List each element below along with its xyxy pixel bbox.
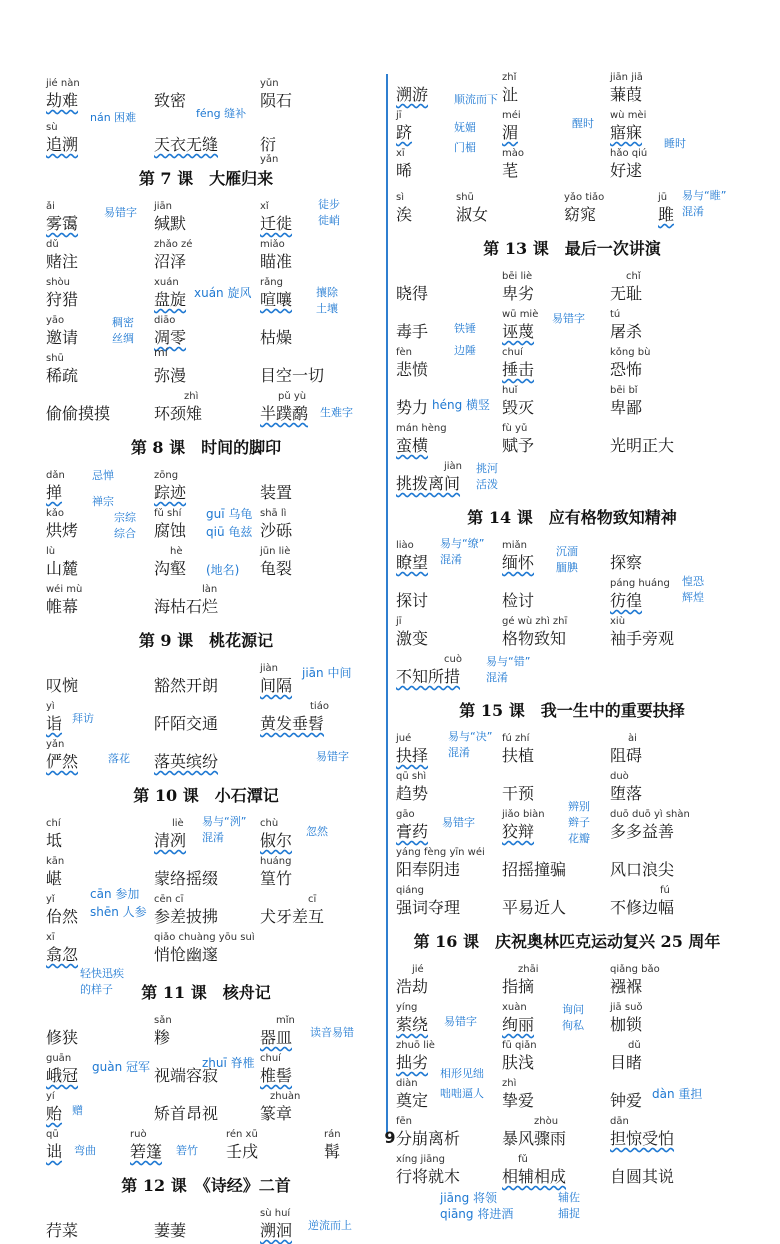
vocab-item: 势力 (396, 398, 429, 417)
vocab-item: xiù 袖手旁观 (610, 616, 675, 648)
vocab-item: liè 清冽 (154, 818, 187, 850)
word-row (396, 538, 748, 576)
vocab-item: 萋萋 (154, 1221, 187, 1240)
annotation: 攘除 (316, 286, 338, 299)
annotation: 拜访 (72, 712, 94, 725)
annotation: 活泼 (476, 478, 498, 491)
lesson-title: 第 11 课 核舟记 (141, 983, 271, 1002)
vocab-item: shū 淑女 (456, 192, 489, 224)
vocab-item: fū qiǎn 肤浅 (502, 1040, 537, 1072)
word-row (396, 576, 748, 614)
left-top-block (46, 70, 366, 165)
vocab-item: 检讨 (502, 591, 535, 610)
annotation: 易与“睢” (682, 189, 727, 202)
vocab-item: 枯燥 (260, 328, 293, 347)
word-row (396, 1152, 748, 1221)
vocab-item: qiǎng bǎo 襁褓 (610, 964, 660, 996)
annotation: 咄咄逼人 (440, 1087, 484, 1100)
vocab-item: làn 海枯石烂 (154, 584, 219, 616)
vocab-item: 天衣无缝 (154, 135, 219, 154)
vocab-item: xuàn 绚丽 (502, 1002, 535, 1034)
vocab-item: duō duō yì shàn 多多益善 (610, 809, 690, 841)
annotation: cān 参加 (90, 887, 140, 901)
word-row (46, 199, 366, 237)
annotation: 沉湎 (556, 545, 578, 558)
vocab-item: cī 犬牙差互 (260, 894, 325, 926)
annotation: guàn 冠军 (92, 1060, 150, 1074)
vocab-item: 装置 (260, 483, 293, 502)
lesson-title: 第 9 课 桃花源记 (138, 631, 274, 650)
vocab-item: hǎo qiú 好逑 (610, 148, 648, 180)
annotation: 混淆 (202, 831, 224, 844)
annotation: jiān 中间 (302, 666, 352, 680)
word-row (396, 1000, 748, 1038)
annotation: 妩媚 (454, 121, 476, 134)
vocab-item: fù yǔ 赋予 (502, 423, 535, 455)
word-row (46, 495, 366, 544)
annotation: 易错字 (316, 750, 349, 763)
annotation: 相形见绌 (440, 1067, 484, 1080)
word-row (46, 1089, 366, 1127)
vocab-item: jié nàn 劫难 (46, 78, 80, 110)
vocab-item: jū 雎 (658, 192, 675, 224)
annotation: 逆流而上 (308, 1219, 352, 1232)
vocab-item: wéi mù 帷幕 (46, 584, 83, 616)
annotation: 弯曲 (74, 1144, 96, 1157)
vocab-item: diàn 奠定 (396, 1078, 429, 1110)
vocab-item: xíng jiāng 行将就木 (396, 1154, 461, 1186)
word-row (396, 652, 748, 690)
vocab-item: zhǎo zé 沼泽 (154, 239, 193, 271)
word-row (396, 307, 748, 345)
annotation: (地名) (206, 563, 240, 577)
vocab-item: jué 抉择 (396, 733, 429, 765)
lesson-title: 第 13 课 最后一次讲演 (483, 239, 661, 258)
vocab-item: 招摇撞骗 (502, 860, 567, 879)
vocab-item: 荇菜 (46, 1221, 79, 1240)
annotation: mí (154, 346, 168, 359)
lesson-title: 第 10 课 小石潭记 (133, 786, 279, 805)
vocab-item: yǎn 衍 (260, 135, 279, 165)
vocab-item: 自圆其说 (610, 1167, 675, 1186)
vocab-item: dān 担惊受怕 (610, 1116, 675, 1148)
vocab-item: cēn cī 参差披拂 (154, 894, 219, 926)
vocab-item: lù 山麓 (46, 546, 79, 578)
lesson-16 (396, 929, 748, 1221)
annotation: 易错字 (442, 816, 475, 829)
annotation: 易与“错” (486, 655, 531, 668)
vocab-item: tú 屠杀 (610, 309, 643, 341)
annotation: 醒时 (572, 117, 594, 130)
word-row (46, 1051, 366, 1089)
annotation: 混淆 (440, 553, 462, 566)
annotation: 易错字 (552, 312, 585, 325)
word-row (396, 614, 748, 652)
lesson-7 (46, 166, 366, 427)
vocab-item: jiàn 挑拨离间 (396, 461, 463, 493)
vocab-item: méi 湄 (502, 110, 521, 142)
word-row (46, 737, 366, 775)
vocab-item: 阡陌交通 (154, 714, 219, 733)
vocab-item: 目空一切 (260, 366, 325, 385)
lesson-title: 第 16 课 庆祝奥林匹克运动复兴 25 周年 (413, 932, 721, 951)
vocab-item: chuí 捶击 (502, 347, 535, 379)
vocab-item: chǐ 无耻 (610, 271, 643, 303)
vocab-item: sǎn 糁 (154, 1015, 172, 1047)
vocab-item: páng huáng 彷徨 (610, 578, 670, 610)
word-row (396, 962, 748, 1000)
vocab-item: xī 翕忽 (46, 932, 79, 964)
annotation: zhuī 脊椎 (202, 1056, 255, 1070)
page-number: 9 (384, 1128, 396, 1147)
word-row (46, 351, 366, 389)
word-row (396, 70, 748, 108)
annotation: 混淆 (486, 671, 508, 684)
vocab-item: qiǎo chuàng yōu suì 悄怆幽邃 (154, 932, 255, 964)
annotation: 辉煌 (682, 591, 704, 604)
vocab-item: chuí 椎髻 (260, 1053, 293, 1085)
vocab-item: 探察 (610, 553, 643, 572)
vocab-item: miǎn 缅怀 (502, 540, 535, 572)
vocab-item: yì 诣 (46, 701, 63, 733)
vocab-item: 视端容寂 (154, 1066, 219, 1085)
vocab-item: zhì 环颈雉 (154, 391, 203, 423)
annotation: 的样子 (80, 983, 113, 996)
vocab-item: jiān 缄默 (154, 201, 187, 233)
vocab-item: mán hèng 蛮横 (396, 423, 447, 455)
word-row (46, 107, 366, 165)
vocab-item: 平易近人 (502, 898, 567, 917)
annotation: 忌惮 (92, 469, 114, 482)
vocab-item: gāo 膏药 (396, 809, 429, 841)
word-row (46, 313, 366, 359)
word-row (46, 275, 366, 313)
vocab-item: yǎn 俨然 (46, 739, 79, 771)
word-row (396, 883, 748, 921)
vocab-item: kān 嵁 (46, 856, 65, 888)
vocab-item: 探讨 (396, 591, 429, 610)
lesson-title: 第 14 课 应有格物致知精神 (467, 508, 677, 527)
vocab-item: fú 不修边幅 (610, 885, 675, 917)
word-row (46, 887, 366, 930)
annotation: 徇私 (562, 1019, 584, 1032)
vocab-item: yǔn 陨石 (260, 78, 293, 110)
word-row (396, 269, 748, 307)
lesson-14 (396, 505, 748, 690)
word-row (396, 421, 748, 459)
word-row (396, 459, 748, 497)
annotation: 落花 (108, 752, 130, 765)
annotation: 辅佐 (558, 1191, 580, 1204)
vocab-item: guān 峨冠 (46, 1053, 79, 1085)
annotation: 易与“洌” (202, 815, 247, 828)
lesson-13 (396, 236, 748, 497)
vocab-item: zōng 踪迹 (154, 470, 187, 502)
annotation: 禅宗 (92, 495, 114, 508)
annotation: 宗综 (114, 511, 136, 524)
word-row (46, 1013, 366, 1051)
vocab-item: yāo 邀请 (46, 315, 79, 347)
annotation: 徙峭 (318, 214, 340, 227)
vocab-item: 矫首昂视 (154, 1104, 219, 1123)
vocab-item: ǎi 雾霭 (46, 201, 79, 233)
vocab-item: 溯游 (396, 85, 429, 104)
annotation: 捕捉 (558, 1207, 580, 1220)
vocab-item: dǎn 掸 (46, 470, 65, 502)
vocab-item: rén xū 壬戌 (226, 1129, 259, 1161)
annotation: 易错字 (104, 206, 137, 219)
word-row (396, 1076, 748, 1114)
vocab-item: qū 诎 (46, 1129, 63, 1161)
vocab-item: 钟爱 (610, 1091, 643, 1110)
word-row (46, 661, 366, 699)
vocab-item: 晓得 (396, 284, 429, 303)
vocab-item: kǎo 烘烤 (46, 508, 79, 540)
vocab-item: shòu 狩猎 (46, 277, 79, 309)
word-row (46, 237, 366, 275)
annotation: 辨别 (568, 800, 590, 813)
annotation: 易与“缭” (440, 537, 485, 550)
vocab-item: jiān jiā 蒹葭 (610, 72, 643, 104)
vocab-item: miǎo 瞄准 (260, 239, 293, 271)
word-row (396, 731, 748, 769)
column-divider (386, 74, 388, 1134)
vocab-item: tiáo 黄发垂髫 (260, 701, 329, 733)
vocab-item: 弥漫 (154, 366, 187, 385)
vocab-item: shū 稀疏 (46, 353, 79, 385)
vocab-item: jiàn 间隔 (260, 663, 293, 695)
annotation: guī 乌龟 (206, 507, 253, 521)
annotation: 综合 (114, 527, 136, 540)
word-row (396, 184, 748, 228)
vocab-item: cuò 不知所措 (396, 654, 462, 686)
vocab-item: wū miè 诬蔑 (502, 309, 539, 341)
vocab-item: 叹惋 (46, 676, 79, 695)
word-row (46, 816, 366, 854)
vocab-item: chí 坻 (46, 818, 63, 850)
annotation: dàn 重担 (652, 1087, 703, 1101)
vocab-item: duò 堕落 (610, 771, 643, 803)
vocab-item: ruò 箬篷 (130, 1129, 163, 1161)
vocab-item: jī 跻 (396, 110, 413, 142)
annotation: féng 缝补 (196, 107, 247, 120)
annotation: 睡时 (664, 137, 686, 150)
annotation: 混淆 (448, 746, 470, 759)
word-row (46, 389, 366, 427)
vocab-item: fú zhí 扶植 (502, 733, 535, 765)
annotation: xuán 旋风 (194, 286, 252, 300)
vocab-item: ài 阻碍 (610, 733, 643, 765)
annotation: nán 困难 (90, 111, 137, 124)
annotation: 赠 (72, 1104, 83, 1117)
vocab-item: jiǎo biàn 狡辩 (502, 809, 545, 841)
annotation: shēn 人参 (90, 905, 147, 919)
lesson-8 (46, 435, 366, 620)
word-row (396, 800, 748, 845)
vocab-item: 致密 (154, 91, 187, 110)
vocab-item: fēn 分崩离析 (396, 1116, 461, 1148)
annotation: 丝绸 (112, 332, 134, 345)
vocab-item: pǔ yù 半蹼鹬 (260, 391, 309, 423)
vocab-item: zhǐ 沚 (502, 72, 519, 104)
vocab-item: zhì 挚爱 (502, 1078, 535, 1110)
vocab-item: yáng fèng yīn wéi 阳奉阴违 (396, 847, 485, 879)
vocab-item: fèn 悲愤 (396, 347, 429, 379)
annotation: 轻快迅疾 (80, 967, 124, 980)
annotation: 易与“决” (448, 730, 493, 743)
vocab-item: rǎng 喧嚷 (260, 277, 293, 309)
right-column (396, 70, 748, 1221)
annotation: 顺流而下 (454, 93, 498, 106)
vocab-item: 蒙络摇缀 (154, 869, 219, 888)
annotation: 读音易错 (310, 1026, 354, 1039)
vocab-item: yí 贻 (46, 1091, 63, 1123)
annotation: 花瓣 (568, 832, 590, 845)
left-column (46, 70, 366, 1244)
vocab-item: bēi bǐ 卑鄙 (610, 385, 643, 417)
vocab-item: yǎo tiǎo 窈窕 (564, 192, 605, 224)
annotation: 铁锤 (454, 322, 476, 335)
lesson-15 (396, 698, 748, 921)
vocab-item: 光明正大 (610, 436, 675, 455)
vocab-item: qiáng 强词夺理 (396, 885, 461, 917)
lesson-12 (46, 1173, 366, 1244)
vocab-item: sù huí 溯洄 (260, 1208, 293, 1240)
word-row (396, 1038, 748, 1080)
vocab-item: kǒng bù 恐怖 (610, 347, 651, 379)
annotation: jiāng 将领 (440, 1191, 498, 1205)
lesson-title: 第 7 课 大雁归来 (138, 169, 274, 188)
annotation: 混淆 (682, 205, 704, 218)
vocab-item: rán 髯 (324, 1129, 341, 1161)
vocab-item: 风口浪尖 (610, 860, 675, 879)
annotation: 挑河 (476, 462, 498, 475)
lesson-title: 第 8 课 时间的脚印 (130, 438, 282, 457)
vocab-item: diāo 凋零 (154, 315, 187, 347)
vocab-item: liào 瞭望 (396, 540, 429, 572)
word-row (46, 1206, 366, 1244)
annotation: 辫子 (568, 816, 590, 829)
vocab-item: sù 追溯 (46, 122, 79, 154)
vocab-item: zhāi 指摘 (502, 964, 539, 996)
lesson-9 (46, 628, 366, 775)
vocab-item: dǔ 赌注 (46, 239, 79, 271)
annotation: 门楣 (454, 141, 476, 154)
annotation: héng 横竖 (432, 398, 491, 412)
vocab-item: jī 激变 (396, 616, 429, 648)
vocab-item: 偷偷摸摸 (46, 404, 111, 423)
vocab-item: 落英缤纷 (154, 752, 219, 771)
vocab-item: zhuō liè 拙劣 (396, 1040, 435, 1072)
word-row (46, 544, 366, 582)
vocab-item: xī 晞 (396, 148, 413, 180)
lesson-title: 第 15 课 我一生中的重要抉择 (459, 701, 685, 720)
word-row (396, 345, 748, 383)
vocab-item: sì 涘 (396, 192, 413, 224)
annotation: qiū 龟兹 (206, 525, 253, 539)
vocab-item: 干预 (502, 784, 535, 803)
vocab-item: yǐ 佁然 (46, 894, 79, 926)
vocab-item: mào 芼 (502, 148, 524, 180)
annotation: 忽然 (306, 825, 328, 838)
vocab-item: dǔ 目睹 (610, 1040, 643, 1072)
vocab-item: mǐn 器皿 (260, 1015, 295, 1047)
vocab-item: huǐ 毁灭 (502, 385, 535, 417)
vocab-item: zhuàn 篆章 (260, 1091, 301, 1123)
annotation: 惶恐 (682, 575, 704, 588)
vocab-item: fǔ 相辅相成 (502, 1154, 567, 1186)
annotation: 询问 (562, 1003, 584, 1016)
annotation: 稠密 (112, 316, 134, 329)
vocab-item: shā lì 沙砾 (260, 508, 293, 540)
vocab-item: xǐ 迁徙 (260, 201, 293, 233)
vocab-item: chù 俶尔 (260, 818, 293, 850)
vocab-item: 修狭 (46, 1028, 79, 1047)
vocab-item: 毒手 (396, 322, 429, 341)
vocab-item: jié 浩劫 (396, 964, 429, 996)
word-row (396, 383, 748, 421)
annotation: 生难字 (320, 406, 353, 419)
annotation: 边陲 (454, 344, 476, 357)
annotation: 腼腆 (556, 561, 578, 574)
annotation: 徒步 (318, 198, 340, 211)
word-row (46, 699, 366, 737)
annotation: 土壤 (316, 302, 338, 315)
vocab-item: fǔ shí 腐蚀 (154, 508, 187, 540)
word-row (46, 582, 366, 620)
right-top-block (396, 70, 748, 228)
word-row (396, 845, 748, 883)
vocab-item: 豁然开朗 (154, 676, 219, 695)
vocab-item: bēi liè 卑劣 (502, 271, 535, 303)
lesson-title: 第 12 课 《诗经》二首 (121, 1176, 291, 1195)
vocab-item: yíng 萦绕 (396, 1002, 429, 1034)
vocab-item: hè 沟壑 (154, 546, 187, 578)
annotation: 易错字 (444, 1015, 477, 1028)
vocab-item: huáng 篁竹 (260, 856, 293, 888)
vocab-item: jūn liè 龟裂 (260, 546, 293, 578)
vocab-item: zhòu 暴风骤雨 (502, 1116, 567, 1148)
annotation: 箬竹 (176, 1144, 198, 1157)
vocab-item: wù mèi 寤寐 (610, 110, 647, 142)
vocab-item: qū shì 趋势 (396, 771, 429, 803)
annotation: qiāng 将进酒 (440, 1207, 514, 1221)
vocab-item: gé wù zhì zhī 格物致知 (502, 616, 568, 648)
vocab-item: xuán 盘旋 (154, 277, 187, 309)
vocab-item: jiā suǒ 枷锁 (610, 1002, 643, 1034)
